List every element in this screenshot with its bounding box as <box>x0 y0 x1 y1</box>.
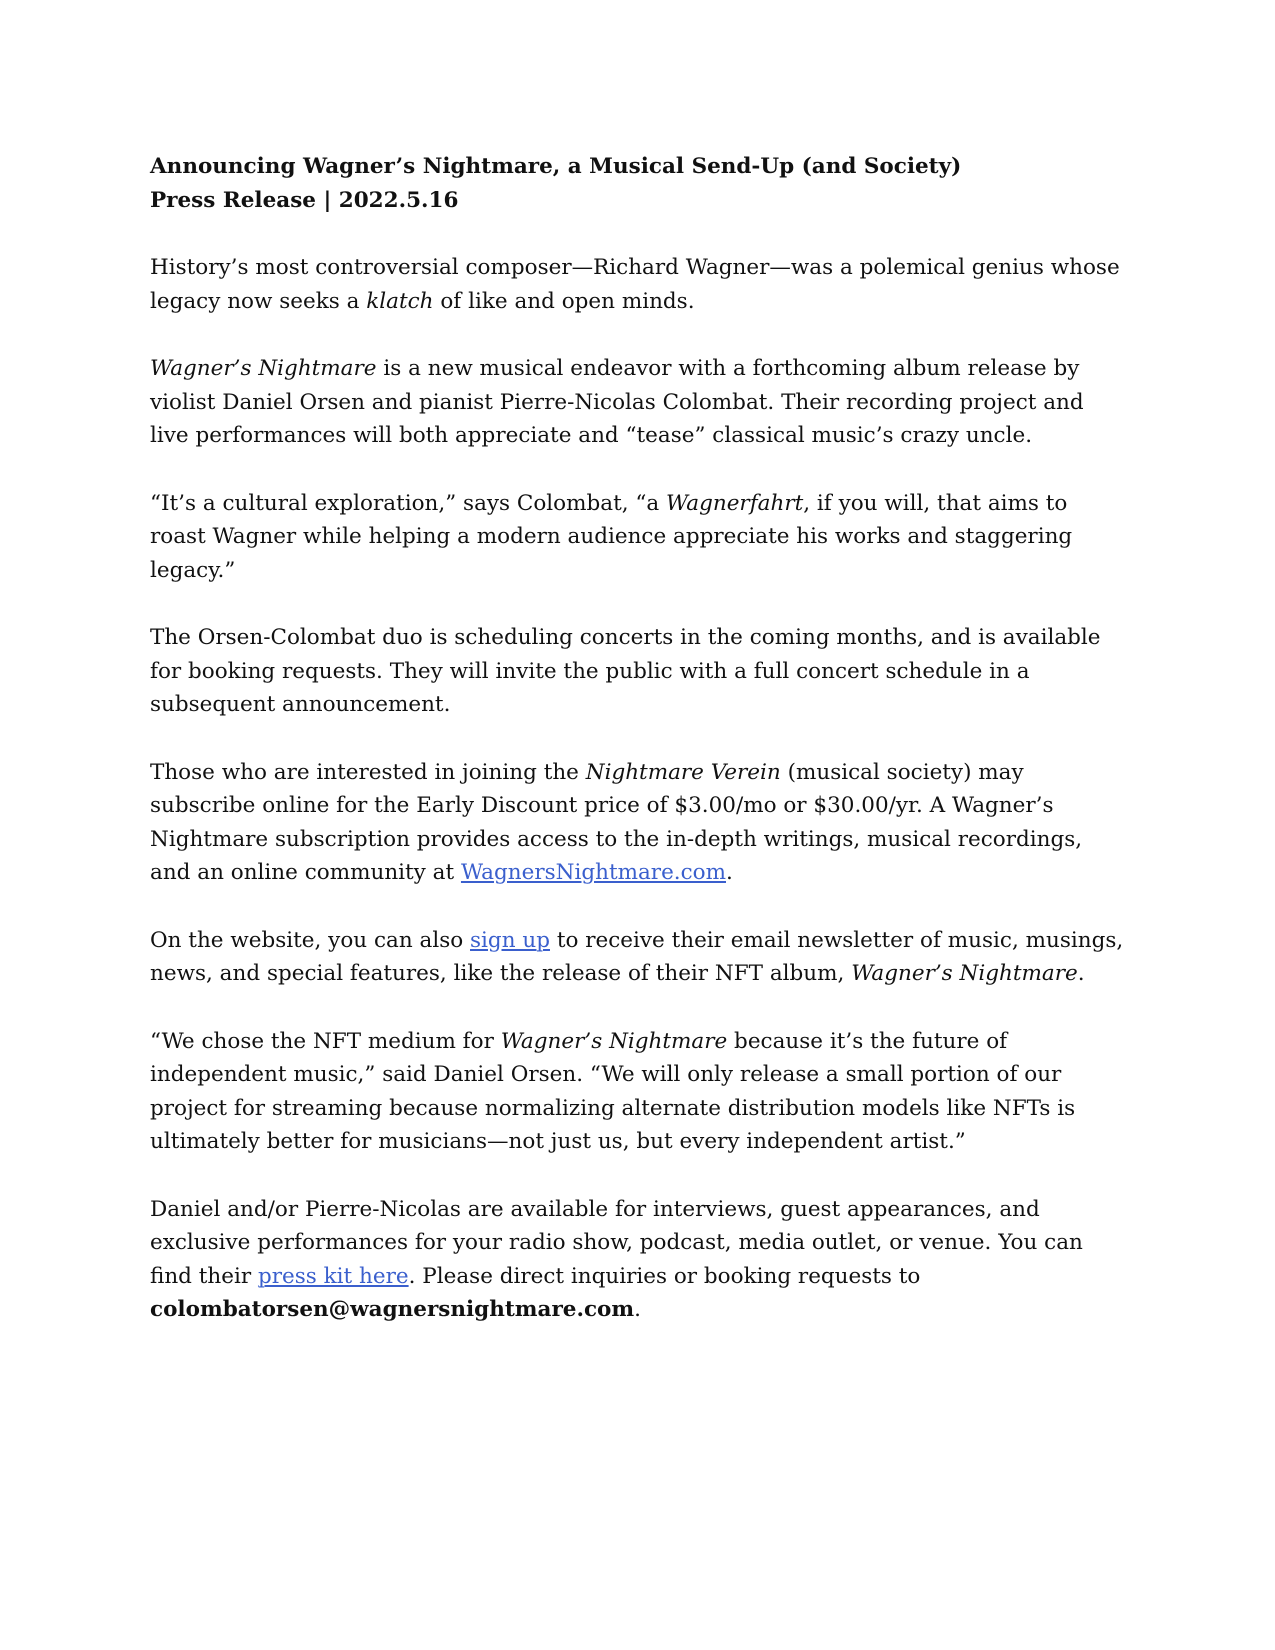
paragraph-project <box>150 352 1125 453</box>
press-kit-link[interactable]: press kit here <box>257 1263 409 1289</box>
press-release-document <box>150 150 1125 1361</box>
website-link[interactable]: WagnersNightmare.com <box>460 860 726 885</box>
text-span: Those who are interested in joining the <box>150 759 586 785</box>
paragraph-subscription <box>150 756 1125 890</box>
text-span: “It’s a cultural exploration,” says Colombat, “a <box>150 490 667 516</box>
emphasis-text: Wagner’s Nightmare <box>851 961 1078 986</box>
text-span: . <box>726 860 733 885</box>
paragraph-concerts <box>150 621 1125 722</box>
paragraph-newsletter <box>150 924 1125 991</box>
text-span: , if you will, that aims to roast Wagner while helping a modern audience appreciate his works and staggering legacy.” <box>150 490 1073 583</box>
text-span: because it’s the future of independent music,” said Daniel Orsen. “We will only release a small portion of our project for streaming because normalizing alternate distribution models like NFTs is ultimately better for musicians—not just us, but every independent artist.” <box>150 1028 1076 1154</box>
text-span: History’s most controversial composer—Richard Wagner—was a polemical genius whose legacy now seeks a <box>150 255 1120 314</box>
paragraph-quote-colombat <box>150 487 1125 588</box>
text-span: . Please direct inquiries or booking requests to <box>408 1263 921 1289</box>
emphasis-text: Wagner’s Nightmare <box>500 1028 728 1054</box>
text-span: “We chose the NFT medium for <box>150 1028 501 1054</box>
text-span: of like and open minds. <box>433 288 695 314</box>
emphasis-text: klatch <box>366 288 434 314</box>
paragraph-quote-orsen <box>150 1025 1125 1159</box>
text-span: . <box>1077 961 1085 986</box>
emphasis-text: Wagnerfahrt <box>666 490 804 516</box>
document-subtitle: Press Release | 2022.5.16 <box>150 187 459 213</box>
document-title: Announcing Wagner’s Nightmare, a Musical Send-Up (and Society) <box>150 154 962 179</box>
sign-up-link[interactable]: sign up <box>470 927 550 953</box>
text-span: On the website, you can also <box>150 927 471 953</box>
text-span: (musical society) may subscribe online for the Early Discount price of $3.00/mo or $30.00/yr. A Wagner’s Nightmare subscription provides access to the in-depth writings, musical recordings, and an online community at <box>150 759 1083 885</box>
emphasis-text: Wagner’s Nightmare <box>150 356 377 381</box>
text-span: to receive their email newsletter of music, musings, news, and special features, like the release of their NFT album, <box>150 927 1124 986</box>
text-span: Daniel and/or Pierre-Nicolas are available for interviews, guest appearances, and exclusive performances for your radio show, podcast, media outlet, or venue. You can find their <box>150 1196 1083 1289</box>
emphasis-text: Nightmare Verein <box>585 759 781 785</box>
paragraph-intro <box>150 251 1125 318</box>
text-span: is a new musical endeavor with a forthcoming album release by violist Daniel Orsen and pianist Pierre-Nicolas Colombat. Their recording project and live performances will both appreciate and “tease” classical music’s crazy uncle. <box>150 356 1084 448</box>
paragraph-contact <box>150 1193 1125 1327</box>
text-span: . <box>634 1297 641 1322</box>
text-span: The Orsen-Colombat duo is scheduling concerts in the coming months, and is available for booking requests. They will invite the public with a full concert schedule in a subsequent announcement. <box>150 625 1101 717</box>
contact-email: colombatorsen@wagnersnightmare.com <box>150 1297 635 1322</box>
